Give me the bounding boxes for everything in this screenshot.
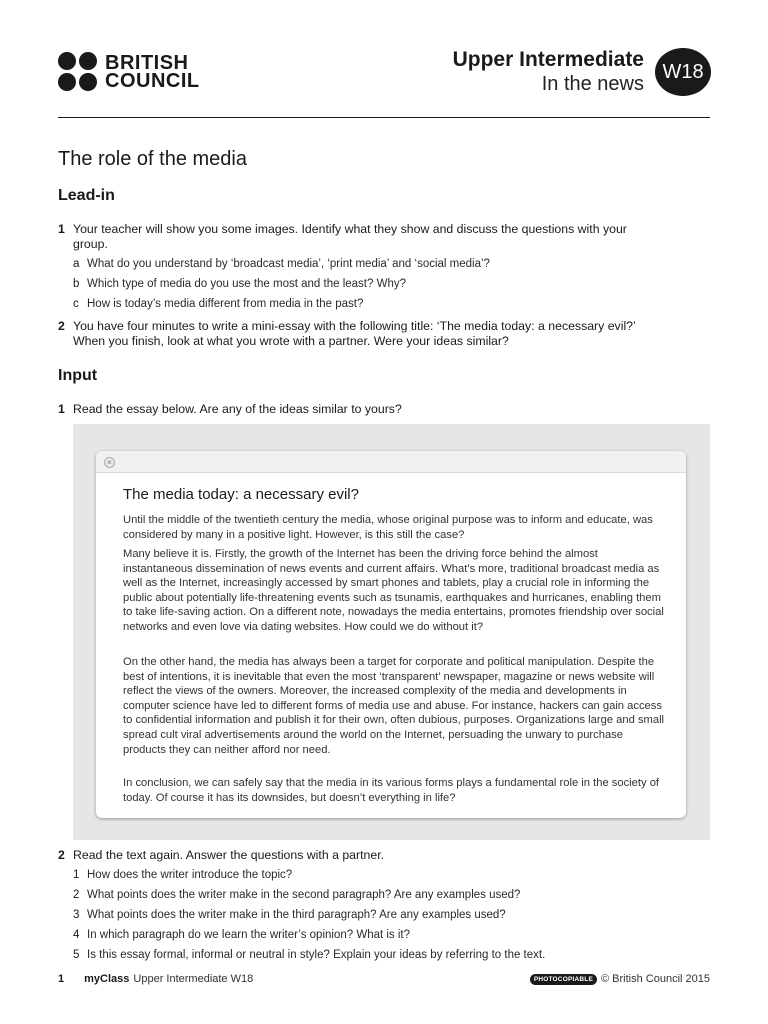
- item-number: 1: [58, 222, 65, 236]
- essay-paragraph-1: Until the middle of the twentieth century the media, whose original purpose was to inform and educate, was considered by many in a positive light. However, is this still the case?: [123, 514, 653, 541]
- lead-in-question-a: a What do you understand by ‘broadcast media’, ‘print media’ and ‘social media’?: [73, 258, 490, 270]
- item-number: 2: [58, 848, 65, 862]
- footer-course: Upper Intermediate W18: [133, 973, 254, 985]
- lead-in-item-1: [58, 222, 663, 251]
- input-question-5: 5 Is this essay formal, informal or neutral in style? Explain your ideas by referring to the text.: [73, 949, 546, 961]
- close-icon: ×: [104, 457, 115, 468]
- unit-subtitle: In the news: [541, 73, 644, 95]
- input-question-4: 4 In which paragraph do we learn the writer’s opinion? What is it?: [73, 929, 411, 941]
- page-title: The role of the media: [58, 148, 247, 170]
- item-number: 2: [58, 319, 65, 333]
- header-divider: [58, 117, 710, 118]
- essay-paragraph-4: In conclusion, we can safely say that the media in its various forms plays a fundamental role in the society of today. Of course it has its downsides, but doesn’t everything in life?: [123, 777, 660, 804]
- level-title: Upper Intermediate: [452, 48, 644, 71]
- input-question-1: 1 How does the writer introduce the topic?: [73, 869, 293, 881]
- logo-line-2: COUNCIL: [105, 69, 200, 92]
- lead-in-question-b: b Which type of media do you use the most and the least? Why?: [73, 278, 406, 290]
- lead-in-question-c: c How is today’s media different from media in the past?: [73, 298, 364, 310]
- header-title-block: [453, 48, 644, 96]
- british-council-logo: [58, 52, 200, 91]
- input-item-2: [58, 848, 663, 863]
- lead-in-heading: Lead-in: [58, 187, 115, 204]
- item-number: 1: [58, 402, 65, 416]
- lead-in-item-2: [58, 319, 663, 348]
- footer-brand: myClass: [84, 973, 130, 985]
- item-text: You have four minutes to write a mini-essay with the following title: ‘The media today: a necessary evil?’ When you finish, look at what you wrote with a partner. Were your ideas similar?: [73, 319, 636, 348]
- unit-badge: W18: [655, 48, 711, 96]
- page-footer: [58, 973, 710, 985]
- photocopiable-badge: PHOTOCOPIABLE: [530, 974, 597, 985]
- essay-paragraph-2: Many believe it is. Firstly, the growth of the Internet has been the driving force behind the almost instantaneous dissemination of news events and current affairs. What’s more, traditional broadcast media as well as the Internet, increasingly accessed by smart phones and tablets, play a crucial role in informing the public about potentially life-threatening events such as tsunamis, earthquakes and hurricanes, enabling them to take life-saving action. On a different note, nowadays the media entertains, promotes friendship over social networks and even love via dating websites. How could we do without it?: [123, 548, 664, 633]
- input-item-1: [58, 402, 663, 417]
- page-number: 1: [58, 973, 65, 985]
- logo-dots-icon: [58, 52, 97, 91]
- input-question-3: 3 What points does the writer make in the third paragraph? Are any examples used?: [73, 909, 506, 921]
- essay-title: The media today: a necessary evil?: [123, 486, 359, 503]
- copyright: © British Council 2015: [601, 973, 710, 985]
- item-text: Your teacher will show you some images. Identify what they show and discuss the questions with your group.: [73, 222, 627, 251]
- input-heading: Input: [58, 367, 98, 384]
- essay-paragraph-3: On the other hand, the media has always been a target for corporate and political manipulation. Despite the best of intentions, it is inevitable that even the most ‘transparent’ newspaper, magazine or news website will reflect the views of the owners. Moreover, the increased complexity of the media and developments in computer science have led to different forms of media use and abuse. For instance, hackers can gain access to confidential information and publish it for their own, often dubious, purposes. Organizations large and small spread cult viral advertisements around the world on the Internet, persuading the unwary to purchase products they can neither afford nor need.: [123, 656, 665, 756]
- item-text: Read the essay below. Are any of the ideas similar to yours?: [73, 402, 402, 416]
- logo-line-1: BRITISH: [105, 51, 189, 74]
- essay-window-titlebar: [96, 451, 686, 473]
- input-question-2: 2 What points does the writer make in the second paragraph? Are any examples used?: [73, 889, 521, 901]
- item-text: Read the text again. Answer the questions with a partner.: [73, 848, 385, 862]
